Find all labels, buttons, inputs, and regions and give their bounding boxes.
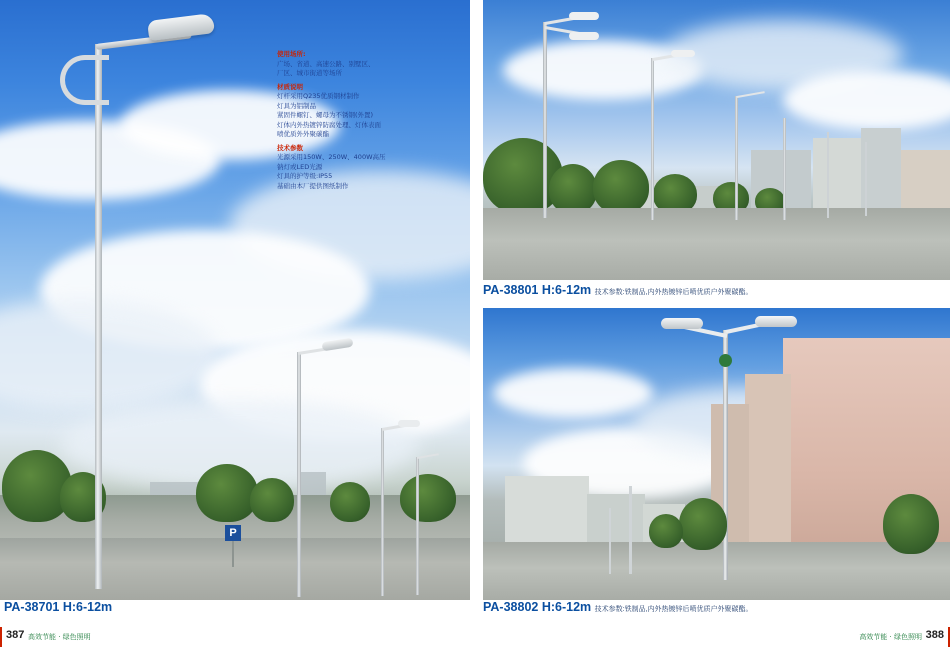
pole-rt-2: [651, 58, 654, 220]
material-line-5: 喷优质外外聚碳酯: [277, 130, 329, 138]
page-number-right: 388: [925, 629, 944, 641]
street-light-pole-main: [95, 44, 102, 589]
product-note-38801: 技术参数:铁制品,内外热镀锌后喷优质户外聚碳酯。: [594, 289, 753, 296]
tech-line-4: 基础由本厂提供图纸制作: [277, 181, 349, 190]
street-light-pole-4: [416, 457, 419, 595]
pole-rt-3: [735, 96, 738, 220]
usage-title: 使用场所:: [277, 50, 306, 58]
material-line-4: 灯体内外热镀锌防腐处理、灯体表面: [277, 120, 381, 129]
material-line-1: 灯杆采用Q235优质钢材制作: [277, 92, 360, 100]
street-light-pole-2: [297, 352, 301, 597]
usage-line-2: 厂区、城市街道等场所: [277, 69, 342, 77]
usage-line-1: 广场、省道、高速公路、别墅区、: [277, 59, 375, 68]
product-caption-right-top: [483, 283, 753, 297]
lamp-head-3-icon: [398, 420, 420, 427]
product-code-38701: PA-38701: [4, 600, 60, 614]
material-line-2: 灯具为铝制品: [277, 101, 316, 110]
decorative-curved-arm: [60, 55, 109, 105]
footer-slogan-left: 高效节能 · 绿色照明: [28, 633, 91, 641]
footer-slogan-right: 高效节能 · 绿色照明: [859, 633, 922, 641]
page-footer: [0, 621, 950, 651]
specification-text-block: [277, 50, 407, 191]
tech-line-3: 灯具的护等级:IP55: [277, 172, 333, 180]
product-code-38802: PA-38802: [483, 600, 539, 614]
product-height-38701: H:6-12m: [62, 600, 113, 614]
tech-title: 技术参数: [277, 143, 303, 152]
pole-rt-5: [827, 132, 829, 218]
lamp-head-icon: [147, 13, 215, 41]
road-right-bottom: [483, 542, 950, 600]
material-line-3: 紧固件螺钉、螺母为不锈钢(外置): [277, 111, 374, 119]
tech-line-1: 光源采用150W、250W、400W高压: [277, 153, 386, 161]
material-title: 材质说明: [277, 82, 303, 91]
product-code-38801: PA-38801: [483, 283, 539, 297]
product-caption-right-bottom: [483, 600, 753, 614]
road-right-top: [483, 208, 950, 280]
left-product-photo: [0, 0, 470, 600]
product-height-38801: H:6-12m: [541, 283, 592, 297]
pole-badge-icon: [719, 354, 732, 367]
tree-row: [0, 452, 470, 522]
street-light-pole-3: [381, 428, 384, 596]
pole-rt-4: [783, 118, 786, 220]
pole-rb-2: [629, 486, 632, 574]
product-note-38802: 技术参数:铁制品,内外热镀锌后喷优质户外聚碳酯。: [594, 606, 753, 613]
sign-post: [232, 541, 234, 567]
pole-rb-3: [609, 508, 611, 574]
page-number-left: 387: [6, 629, 25, 641]
parking-sign: P: [225, 525, 241, 541]
right-top-product-photo: [483, 0, 950, 280]
pole-rt-1: [543, 22, 547, 218]
product-height-38802: H:6-12m: [541, 600, 592, 614]
pole-rb-main: [723, 330, 728, 580]
page-gutter: [474, 0, 475, 600]
right-bottom-product-photo: [483, 308, 950, 600]
tech-line-2: 钠灯或LED光源: [277, 162, 323, 171]
footer-rule-left: [0, 627, 2, 647]
road: [0, 538, 470, 600]
product-caption-left: [4, 600, 112, 614]
pole-rt-6: [865, 142, 867, 216]
